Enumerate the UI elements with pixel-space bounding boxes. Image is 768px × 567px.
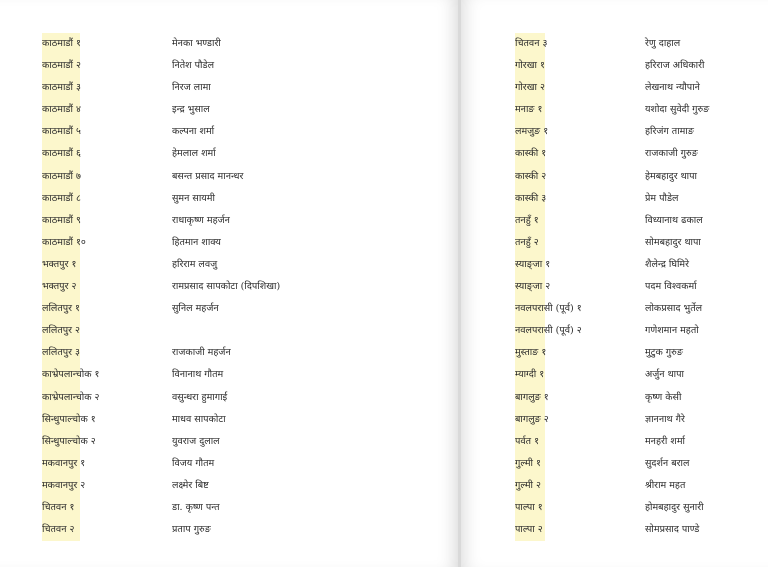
- candidate-name: निरज लामा: [172, 82, 211, 94]
- constituency-label: भक्तपुर २: [42, 281, 77, 293]
- constituency-label: ललितपुर २: [42, 325, 80, 337]
- candidate-name: विजय गौतम: [172, 457, 215, 469]
- constituency-label: काठमाडौं १०: [42, 236, 86, 248]
- constituency-label: काठमाडौं ७: [42, 170, 81, 182]
- constituency-label: भक्तपुर १: [42, 258, 77, 270]
- candidate-name: युवराज दुलाल: [172, 435, 220, 447]
- constituency-label: चितवन १: [42, 501, 75, 513]
- constituency-label: बागलुङ २: [515, 413, 549, 425]
- constituency-label: नवलपरासी (पूर्व) १: [515, 303, 582, 315]
- candidate-name: नितेश पौडेल: [172, 60, 215, 72]
- constituency-label: स्याङ्जा २: [515, 281, 551, 293]
- constituency-label: स्याङ्जा १: [515, 258, 551, 270]
- candidate-name: होमबहादुर सुनारी: [645, 501, 704, 513]
- constituency-label: काभ्रेपलान्चोक १: [42, 369, 100, 381]
- constituency-label: गुल्मी २: [515, 479, 541, 491]
- constituency-label: कास्की २: [515, 170, 547, 182]
- constituency-label: काभ्रेपलान्चोक २: [42, 391, 100, 403]
- candidate-name: हितमान शाक्य: [172, 236, 221, 248]
- constituency-label: चितवन २: [42, 524, 75, 536]
- constituency-label: तनहुँ २: [515, 236, 539, 248]
- candidate-name: सुनिल महर्जन: [172, 303, 219, 315]
- candidate-name: माधव सापकोटा: [172, 413, 226, 425]
- candidate-name: कल्पना शर्मा: [172, 126, 215, 138]
- candidate-name: कृष्ण केसी: [645, 391, 682, 403]
- constituency-label: काठमाडौं ५: [42, 126, 81, 138]
- candidate-name: हरिराज अधिकारी: [645, 60, 705, 72]
- constituency-label: मनाङ १: [515, 104, 543, 116]
- candidate-name: सोमप्रसाद पाण्डे: [645, 524, 700, 536]
- constituency-label: काठमाडौं ८: [42, 192, 81, 204]
- constituency-label: कास्की ३: [515, 192, 547, 204]
- constituency-label: म्याग्दी १: [515, 369, 545, 381]
- candidate-name: अर्जुन थापा: [645, 369, 684, 381]
- candidate-name: पदम विश्वकर्मा: [645, 281, 697, 293]
- constituency-label: चितवन ३: [515, 38, 548, 49]
- candidate-name: डा. कृष्ण पन्त: [172, 501, 220, 513]
- constituency-label: पाल्पा २: [515, 524, 543, 536]
- candidate-name: लक्ष्मेर बिष्ट: [172, 479, 209, 491]
- candidate-name: सुमन सायमी: [172, 192, 215, 204]
- constituency-label: ललितपुर ३: [42, 347, 80, 359]
- candidate-name: गणेशमान महतो: [645, 325, 699, 337]
- constituency-label: सिन्धुपाल्चोक २: [42, 435, 96, 447]
- candidate-name: हेमबहादुर थापा: [645, 170, 697, 182]
- constituency-label: सिन्धुपाल्चोक १: [42, 413, 96, 425]
- candidate-name: सुदर्शन बराल: [645, 457, 690, 469]
- constituency-label: काठमाडौं ६: [42, 148, 81, 160]
- constituency-label: पाल्पा १: [515, 501, 543, 513]
- constituency-label: काठमाडौं ३: [42, 82, 81, 94]
- candidate-name: मेनका भण्डारी: [172, 38, 221, 49]
- candidate-name: श्रीराम महत: [645, 479, 686, 491]
- candidate-name: सोमबहादुर थापा: [645, 236, 701, 248]
- candidate-name: विनानाथ गौतम: [172, 369, 224, 381]
- constituency-label: मुस्ताङ १: [515, 347, 547, 359]
- candidate-name: यशोदा सुवेदी गुरुङ: [645, 104, 710, 116]
- candidate-name: मुटुक गुरुङ: [645, 347, 683, 359]
- candidate-name: लेखनाथ न्यौपाने: [645, 82, 700, 94]
- candidate-name: राजकाजी महर्जन: [172, 347, 231, 359]
- constituency-label: मकवानपुर १: [42, 457, 86, 469]
- constituency-label: गोरखा १: [515, 60, 545, 72]
- constituency-label: पर्वत १: [515, 435, 540, 447]
- candidate-name: प्रेम पौडेल: [645, 192, 679, 204]
- candidate-name: रेणु दाहाल: [645, 38, 681, 49]
- constituency-label: मकवानपुर २: [42, 479, 86, 491]
- candidate-name: प्रताप गुरुङ: [172, 524, 211, 536]
- candidate-name: शैलेन्द्र घिमिरे: [645, 258, 690, 270]
- candidate-name: लोकप्रसाद भुर्तेल: [645, 303, 703, 315]
- constituency-label: काठमाडौं १: [42, 38, 81, 49]
- constituency-label: गुल्मी १: [515, 457, 541, 469]
- constituency-label: काठमाडौं ९: [42, 214, 81, 226]
- candidate-name: विध्यानाथ ढकाल: [645, 214, 703, 226]
- candidate-name: हरिराम लवजु: [172, 258, 218, 270]
- candidate-name: मनहरी शर्मा: [645, 435, 685, 447]
- constituency-label: गोरखा २: [515, 82, 545, 94]
- candidate-name: रामप्रसाद सापकोटा (दिपशिखा): [172, 281, 281, 293]
- candidate-name: बसन्त प्रसाद मानन्धर: [172, 170, 244, 182]
- constituency-label: बागलुङ १: [515, 391, 549, 403]
- candidate-name: हेमलाल शर्मा: [172, 148, 216, 160]
- constituency-label: लमजुङ १: [515, 126, 549, 138]
- right-page: [461, 0, 768, 567]
- constituency-label: तनहुँ १: [515, 214, 539, 226]
- constituency-label: काठमाडौं २: [42, 60, 81, 72]
- candidate-name: राधाकृष्ण महर्जन: [172, 214, 230, 226]
- candidate-name: इन्द्र भुसाल: [172, 104, 210, 116]
- candidate-name: ज्ञाननाथ गैरे: [645, 413, 685, 425]
- candidate-name: वसुन्धरा हुमागाई: [172, 391, 228, 403]
- constituency-label: ललितपुर १: [42, 303, 80, 315]
- constituency-label: नवलपरासी (पूर्व) २: [515, 325, 582, 337]
- candidate-name: राजकाजी गुरुङ: [645, 148, 698, 160]
- candidate-name: हरिजंग तामाङ: [645, 126, 694, 138]
- constituency-label: काठमाडौं ४: [42, 104, 81, 116]
- constituency-label: कास्की १: [515, 148, 547, 160]
